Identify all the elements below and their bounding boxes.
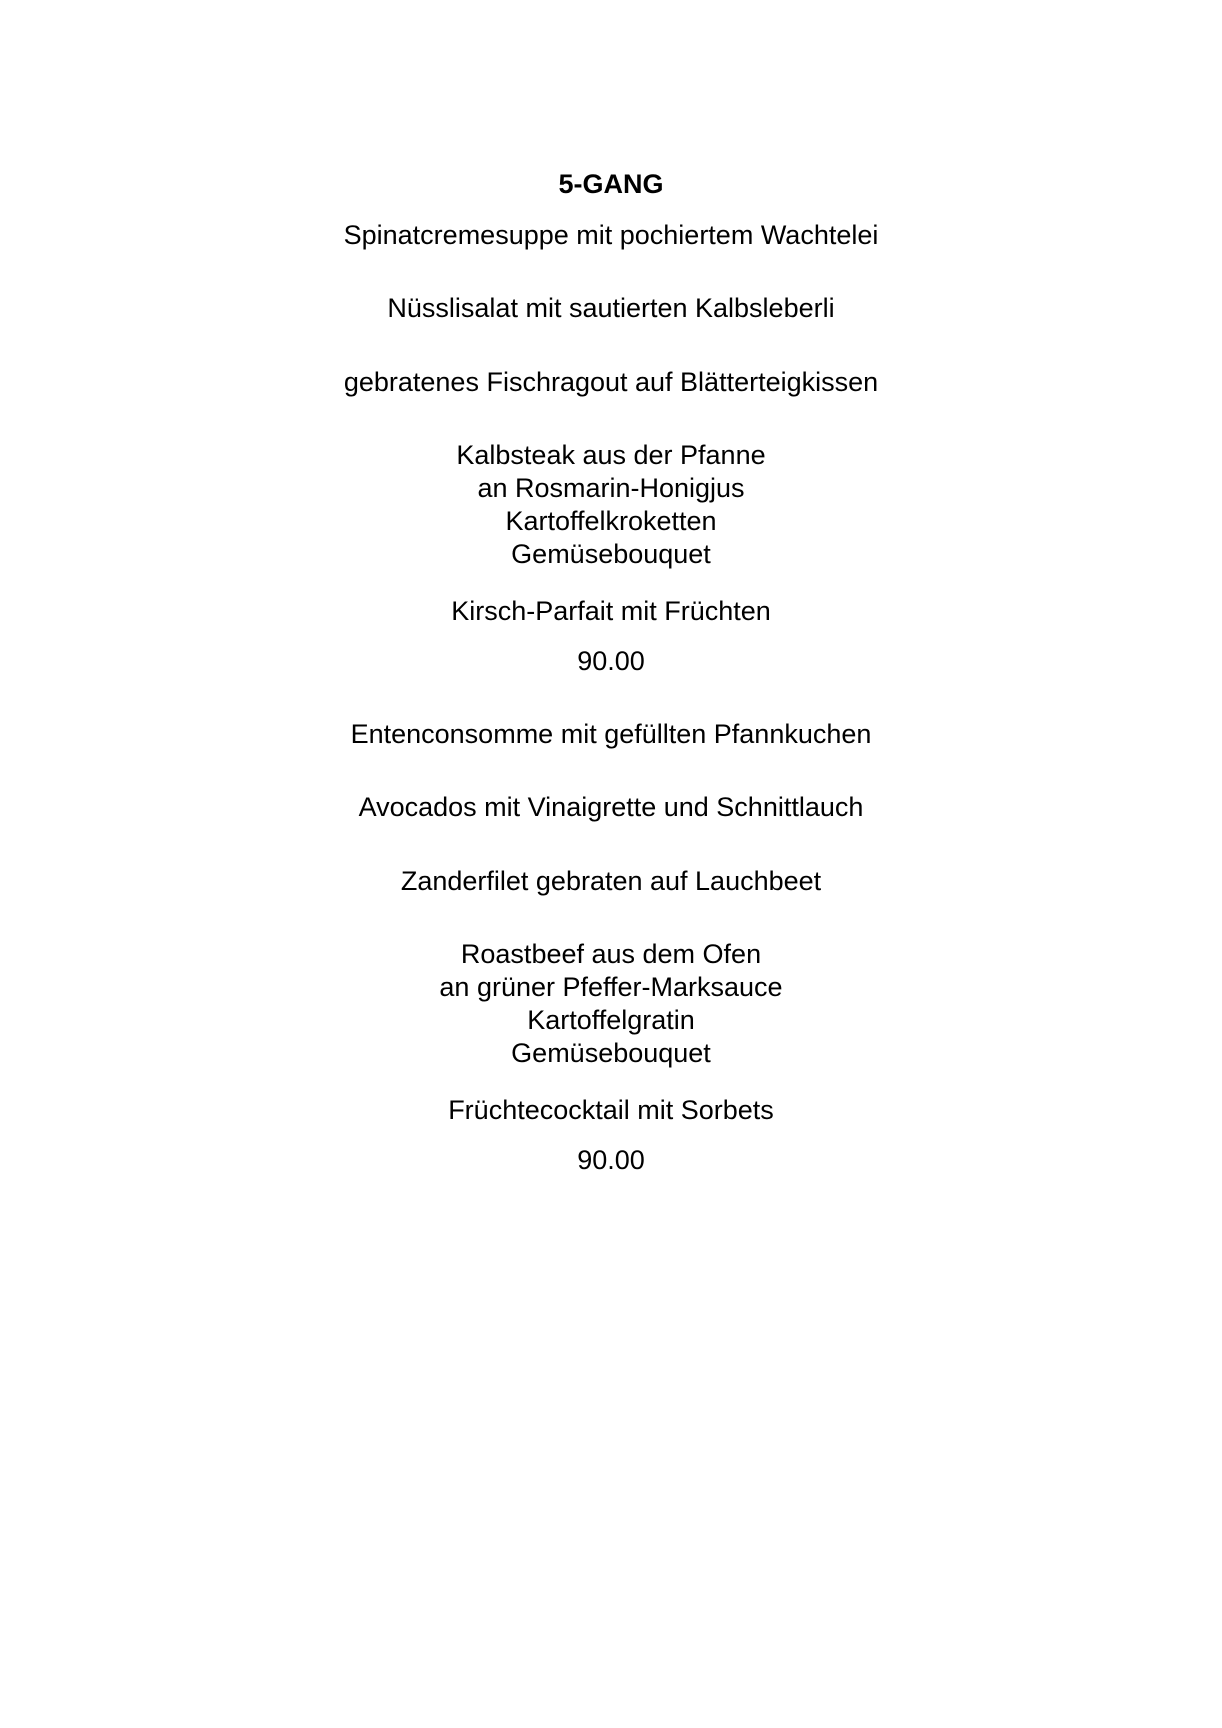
- course-4-main-line-4: Gemüsebouquet: [511, 539, 711, 569]
- course-4-main-line-1: Roastbeef aus dem Ofen: [460, 939, 762, 969]
- course-5-dessert: Früchtecocktail mit Sorbets: [448, 1095, 774, 1125]
- course-4-main-line-1: Kalbsteak aus der Pfanne: [456, 440, 766, 470]
- course-4-main-line-4: Gemüsebouquet: [511, 1038, 711, 1068]
- course-2-salad: Avocados mit Vinaigrette und Schnittlauch: [358, 792, 864, 822]
- course-4-main-line-3: Kartoffelkroketten: [505, 506, 717, 536]
- menu-price: 90.00: [577, 1145, 645, 1175]
- course-3-fish: Zanderfilet gebraten auf Lauchbeet: [400, 866, 822, 896]
- course-2-salad: Nüsslisalat mit sautierten Kalbsleberli: [387, 293, 835, 323]
- course-4-main-line-2: an grüner Pfeffer-Marksauce: [439, 972, 783, 1002]
- course-3-fish: gebratenes Fischragout auf Blätterteigkissen: [343, 367, 879, 397]
- menu-title: 5-GANG: [558, 169, 664, 199]
- course-5-dessert: Kirsch-Parfait mit Früchten: [451, 596, 771, 626]
- menu-price: 90.00: [577, 646, 645, 676]
- course-4-main-line-3: Kartoffelgratin: [527, 1005, 695, 1035]
- course-1-soup: Entenconsomme mit gefüllten Pfannkuchen: [350, 719, 872, 749]
- course-4-main-line-2: an Rosmarin-Honigjus: [477, 473, 745, 503]
- course-1-soup: Spinatcremesuppe mit pochiertem Wachtelei: [343, 220, 879, 250]
